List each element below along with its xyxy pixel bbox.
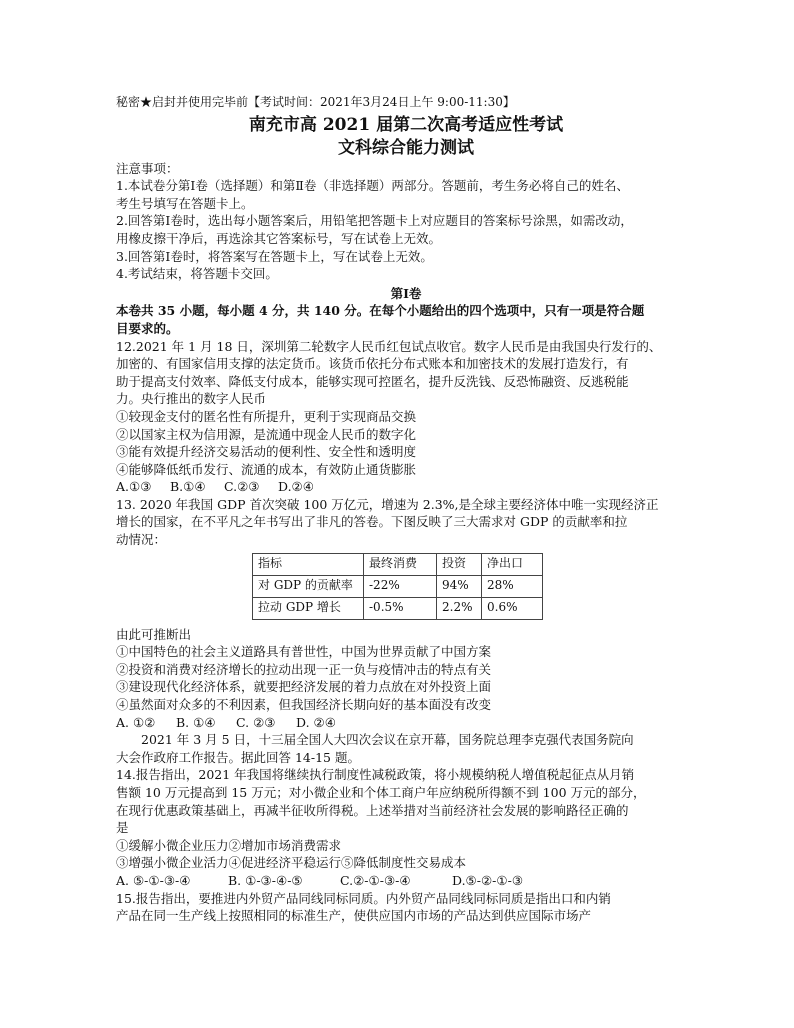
option-c: C. ②③ <box>236 714 276 730</box>
question-14-text: 是 <box>116 820 129 836</box>
section-title: 第Ⅰ卷 <box>390 285 422 301</box>
table-header: 投资 <box>437 553 482 575</box>
question-12-text: 助于提高支付效率、降低支付成本，能够实现可控匿名，提升反洗钱、反恐怖融资、反逃税能 <box>116 373 629 389</box>
table-cell: -22% <box>364 575 437 597</box>
notes-line: 4.考试结束，将答题卡交回。 <box>116 266 278 282</box>
table-header: 最终消费 <box>364 553 437 575</box>
gdp-contribution-table <box>252 553 543 620</box>
table-cell: 拉动 GDP 增长 <box>253 597 364 619</box>
question-13-statement: ②投资和消费对经济增长的拉动出现一正一负与疫情冲击的特点有关 <box>116 661 492 677</box>
question-15-text: 15.报告指出，要推进内外贸产品同线同标同质。内外贸产品同线同标同质是指出口和内销 <box>116 890 611 906</box>
question-14-options <box>116 872 696 890</box>
passage-intro: 2021 年 3 月 5 日，十三届全国人大四次会议在京开幕，国务院总理李克强代表国务院向 <box>141 732 634 748</box>
notes-heading: 注意事项： <box>116 160 179 176</box>
question-12-text: 加密的、有国家信用支撑的法定货币。该货币依托分布式账本和加密技术的发展打造发行，有 <box>116 356 629 372</box>
question-12-statement: ②以国家主权为信用源，是流通中现金人民币的数字化 <box>116 426 417 442</box>
passage-intro: 大会作政府工作报告。据此回答 14-15 题。 <box>116 749 360 765</box>
notes-line: 1.本试卷分第Ⅰ卷（选择题）和第Ⅱ卷（非选择题）两部分。答题前，考生务必将自己的姓名、 <box>116 178 629 194</box>
question-14-statement: ①缓解小微企业压力②增加市场消费需求 <box>116 837 342 853</box>
question-13-text: 动情况： <box>116 532 167 548</box>
exam-page <box>116 94 696 925</box>
table-cell: 94% <box>437 575 482 597</box>
option-d: D.⑤-②-①-③ <box>452 872 524 888</box>
question-13-text: 增长的国家，在不平凡之年书写出了非凡的答卷。下图反映了三大需求对 GDP 的贡献率和拉 <box>116 514 628 530</box>
option-a: A. ⑤-①-③-④ <box>116 872 191 888</box>
option-b: B. ①-③-④-⑤ <box>228 872 303 888</box>
section-instructions: 本卷共 35 小题，每小题 4 分，共 140 分。在每个小题给出的四个选项中，只有一项是符合题 <box>116 303 645 319</box>
question-13-options <box>116 714 696 732</box>
question-13-text: 13. 2020 年我国 GDP 首次突破 100 万亿元，增速为 2.3%,是全球主要经济体中唯一实现经济正 <box>116 496 659 512</box>
table-row <box>253 597 543 619</box>
question-14-text: 14.报告指出，2021 年我国将继续执行制度性减税政策，将小规模纳税人增值税起征点从月销 <box>116 767 635 783</box>
question-14-text: 售额 10 万元提高到 15 万元；对小微企业和个体工商户年应纳税所得额不到 100 万元的部分， <box>116 785 646 800</box>
table-cell: 28% <box>482 575 543 597</box>
question-13-statement: ①中国特色的社会主义道路具有普世性，中国为世界贡献了中国方案 <box>116 644 492 660</box>
table-cell: -0.5% <box>364 597 437 619</box>
option-c: C.②③ <box>224 479 260 495</box>
exam-title: 南充市高 2021 届第二次高考适应性考试 <box>248 114 564 135</box>
option-b: B.①④ <box>170 479 206 495</box>
table-header: 净出口 <box>482 553 543 575</box>
exam-subtitle: 文科综合能力测试 <box>338 137 474 158</box>
notes-line: 用橡皮擦干净后，再选涂其它答案标号，写在试卷上无效。 <box>116 230 442 246</box>
question-12-options <box>116 478 696 496</box>
question-14-text: 在现行优惠政策基础上，再减半征收所得税。上述举措对当前经济社会发展的影响路径正确的 <box>116 802 629 818</box>
table-cell: 对 GDP 的贡献率 <box>253 575 364 597</box>
question-14-statement: ③增强小微企业活力④促进经济平稳运行⑤降低制度性交易成本 <box>116 855 467 871</box>
table-header: 指标 <box>253 553 364 575</box>
question-12-text: 12.2021 年 1 月 18 日，深圳第二轮数字人民币红包试点收官。数字人民币是由我国央行发行的、 <box>116 338 662 354</box>
question-12-statement: ④能够降低纸币发行、流通的成本，有效防止通货膨胀 <box>116 461 417 477</box>
section-instructions: 目要求的。 <box>116 320 179 336</box>
notes-line: 2.回答第Ⅰ卷时，选出每小题答案后，用铅笔把答题卡上对应题目的答案标号涂黑，如需改动， <box>116 213 633 229</box>
question-13-statement: ④虽然面对众多的不利因素，但我国经济长期向好的基本面没有改变 <box>116 697 492 713</box>
question-13-statement: ③建设现代化经济体系，就要把经济发展的着力点放在对外投资上面 <box>116 679 492 695</box>
option-d: D.②④ <box>278 479 314 495</box>
notes-line: 3.回答第Ⅰ卷时，将答案写在答题卡上，写在试卷上无效。 <box>116 248 433 264</box>
question-12-statement: ①较现金支付的匿名性有所提升，更利于实现商品交换 <box>116 408 417 424</box>
question-12-statement: ③能有效提升经济交易活动的便利性、安全性和透明度 <box>116 444 417 460</box>
option-a: A.①③ <box>116 479 152 495</box>
question-13-text: 由此可推断出 <box>116 626 192 642</box>
table-cell: 2.2% <box>437 597 482 619</box>
option-b: B. ①④ <box>176 714 216 730</box>
option-a: A. ①② <box>116 714 156 730</box>
option-c: C.②-①-③-④ <box>340 872 411 888</box>
confidential-line: 秘密★启封并使用完毕前【考试时间：2021年3月24日上午 9:00-11:30】 <box>116 95 515 109</box>
table-cell: 0.6% <box>482 597 543 619</box>
table-header-row <box>253 553 543 575</box>
question-12-text: 力。央行推出的数字人民币 <box>116 391 267 407</box>
option-d: D. ②④ <box>296 714 336 730</box>
notes-line: 考生号填写在答题卡上。 <box>116 195 254 211</box>
question-15-text: 产品在同一生产线上按照相同的标准生产，使供应国内市场的产品达到供应国际市场产 <box>116 908 592 924</box>
table-row <box>253 575 543 597</box>
